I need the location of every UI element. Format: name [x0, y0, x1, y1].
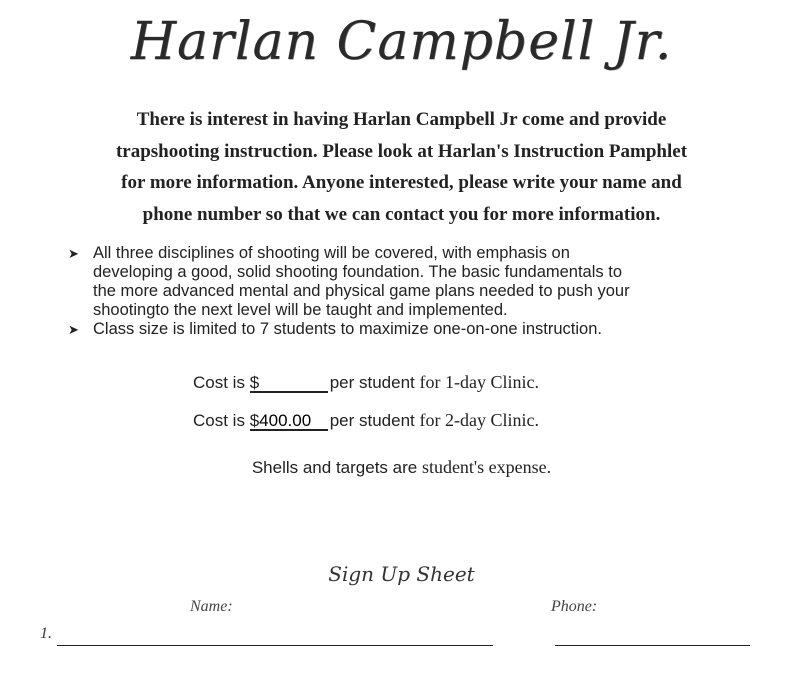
intro-paragraph: [40, 104, 763, 230]
phone-column-label: Phone:: [551, 598, 598, 615]
signup-heading: Sign Up Sheet: [328, 562, 475, 586]
bullet-line: All three disciplines of shooting will be covered, with emphasis on: [93, 244, 570, 262]
arrowhead-bullet-icon: ➤: [68, 322, 79, 337]
page-title: Harlan Campbell Jr.: [130, 12, 673, 72]
currency-symbol: $: [249, 411, 260, 430]
name-entry-line[interactable]: [57, 645, 493, 646]
currency-symbol: $: [249, 373, 260, 392]
bullet-list: [66, 244, 766, 339]
cost-line-2-day: [193, 410, 753, 431]
shells-note-part2: student's expense.: [421, 457, 552, 477]
cost-prefix: Cost is: [193, 411, 250, 430]
cost-suffix: for 2-day Clinic.: [419, 410, 539, 430]
intro-line: trapshooting instruction. Please look at Harlan's Instruction Pamphlet: [115, 140, 688, 162]
cost-line-1-day: [193, 372, 753, 393]
bullet-line: Class size is limited to 7 students to maximize one-on-one instruction.: [93, 320, 602, 338]
bullet-item-class-size: [66, 320, 766, 339]
bullet-item-disciplines: [66, 244, 766, 320]
intro-line: There is interest in having Harlan Campbell Jr come and provide: [136, 109, 667, 130]
intro-line: for more information. Anyone interested, please write your name and: [121, 172, 682, 193]
price-blank-1-day[interactable]: [250, 373, 328, 393]
name-column-label: Name:: [190, 598, 233, 615]
bullet-line: developing a good, solid shooting foundation. The basic fundamentals to: [93, 263, 622, 281]
price-blank-2-day[interactable]: [250, 411, 328, 431]
phone-entry-line[interactable]: [555, 645, 750, 646]
shells-note-part1: Shells and targets are: [251, 458, 422, 477]
bullet-line: the more advanced mental and physical game plans needed to push your: [93, 282, 630, 300]
bullet-line: shootingto the next level will be taught and implemented.: [93, 301, 508, 319]
cost-middle: per student: [329, 411, 420, 430]
cost-suffix: for 1-day Clinic.: [419, 372, 539, 392]
cost-middle: per student: [329, 373, 420, 392]
shells-note: [0, 457, 803, 478]
price-amount: 400.00: [259, 411, 312, 430]
arrowhead-bullet-icon: ➤: [68, 246, 79, 261]
cost-prefix: Cost is: [193, 373, 250, 392]
signup-row-number: 1.: [40, 625, 52, 642]
intro-line: phone number so that we can contact you for more information.: [142, 203, 661, 225]
